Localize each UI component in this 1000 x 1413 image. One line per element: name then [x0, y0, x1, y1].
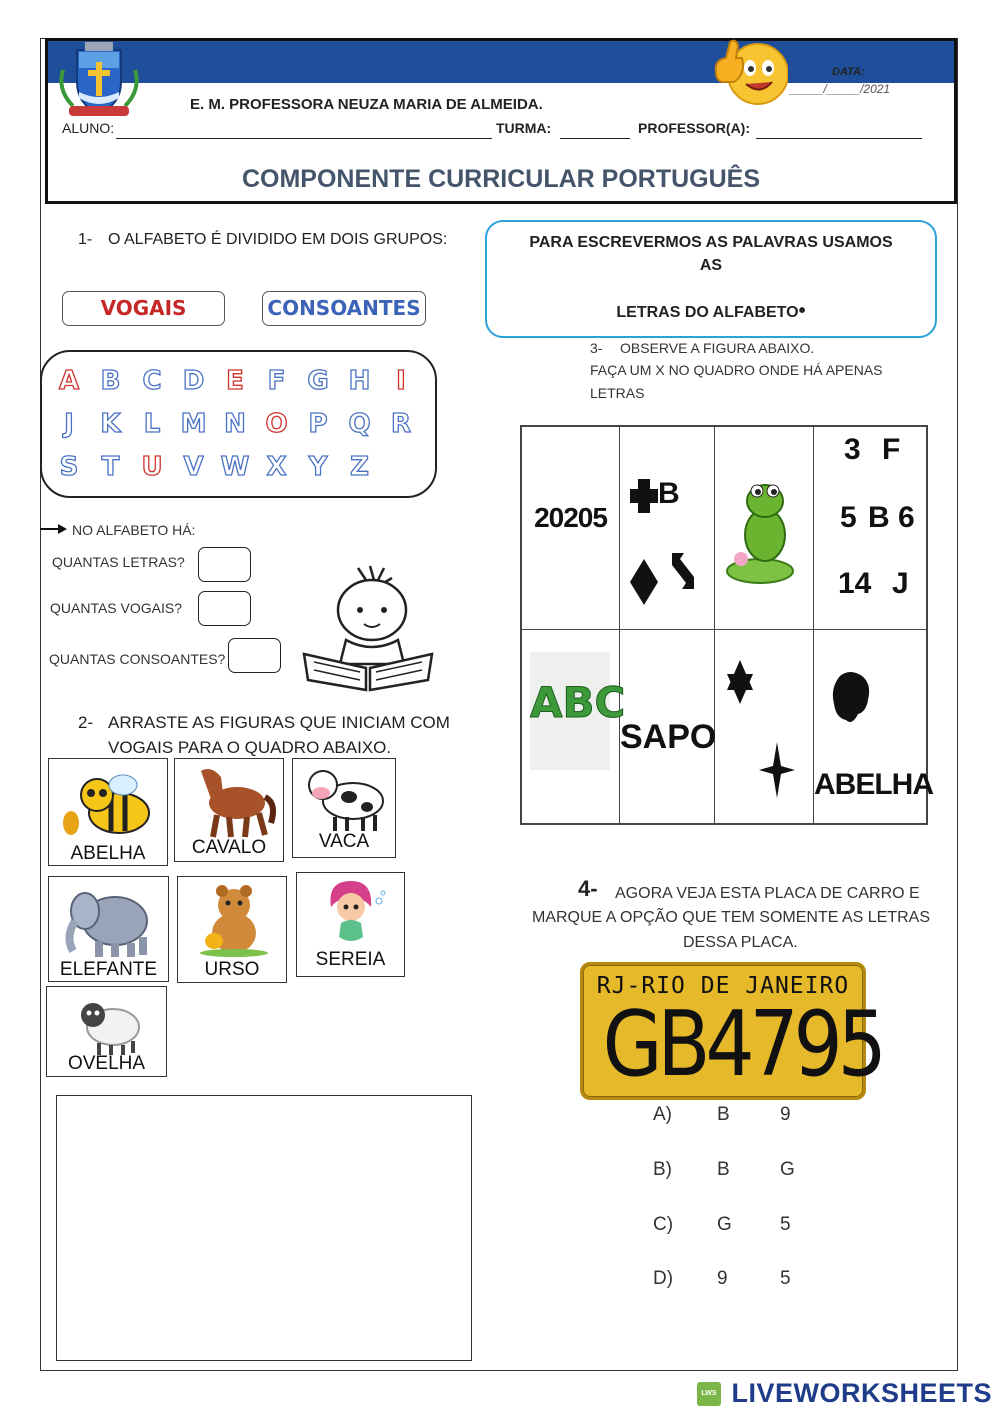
alphabet-letter: B	[100, 366, 121, 396]
option-value: B	[717, 1104, 730, 1125]
alphabet-letter: T	[101, 452, 120, 482]
star-of-david-icon	[727, 660, 753, 704]
alphabet-letter: Q	[348, 409, 371, 439]
q4-options	[650, 1104, 870, 1304]
q2-line-1: ARRASTE AS FIGURAS QUE INICIAM COM	[108, 713, 450, 732]
vowels-count-input[interactable]	[198, 591, 251, 626]
option-value: 9	[780, 1104, 791, 1125]
q1-number: 1-	[78, 231, 93, 248]
student-name-line[interactable]	[116, 138, 492, 139]
animal-label: VACA	[318, 831, 370, 852]
arrow-symbol-icon	[670, 551, 696, 591]
coat-of-arms-icon	[55, 40, 143, 120]
alphabet-letter: C	[142, 366, 162, 396]
alphabet-letter: D	[182, 366, 205, 396]
how-many-vowels-label: QUANTAS VOGAIS?	[50, 600, 182, 616]
option-value: 9	[717, 1268, 728, 1289]
alphabet-letter: E	[226, 366, 244, 396]
q1-text: O ALFABETO É DIVIDIDO EM DOIS GRUPOS:	[108, 231, 448, 248]
note-line-1: PARA ESCREVERMOS AS PALAVRAS USAMOS	[529, 234, 893, 251]
abc-picture-text: ABC	[530, 678, 626, 727]
license-plate	[580, 962, 882, 1100]
q3-line-3: LETRAS	[590, 385, 645, 401]
alphabet-letter: Z	[350, 452, 369, 482]
alphabet-letter: Y	[308, 452, 328, 482]
option-value: G	[780, 1159, 795, 1180]
q3-number: 3-	[590, 340, 603, 356]
horse-icon	[187, 763, 277, 839]
alphabet-letter: X	[266, 452, 287, 482]
letters-count-input[interactable]	[198, 547, 251, 582]
cell4-letter-j: J	[892, 567, 909, 600]
alphabet-letters	[52, 366, 422, 486]
four-point-star-icon	[759, 742, 795, 798]
q3-line-1: OBSERVE A FIGURA ABAIXO.	[620, 340, 815, 356]
plate-state: RJ-RIO DE JANEIRO	[596, 973, 850, 999]
how-many-letters-label: QUANTAS LETRAS?	[52, 554, 185, 570]
cell4-b6: B 6	[868, 501, 915, 534]
option-value: B	[717, 1159, 730, 1180]
alphabet-letter: G	[307, 366, 329, 396]
student-label: ALUNO:	[62, 120, 115, 136]
grid-cell-6[interactable]	[620, 630, 715, 825]
consonants-label: CONSOANTES	[262, 291, 426, 326]
note-bullet: •	[798, 300, 806, 322]
alphabet-letter: U	[141, 452, 163, 482]
ink-blot-icon	[832, 670, 872, 726]
grid-cell-2[interactable]	[620, 427, 715, 630]
animal-label: SEREIA	[315, 949, 386, 970]
cell-number-text: 20205	[534, 502, 607, 533]
q4-line-3: DESSA PLACA.	[683, 934, 798, 951]
class-line[interactable]	[560, 138, 630, 139]
grid-cell-8[interactable]	[814, 630, 933, 825]
animal-card-ovelha[interactable]	[46, 986, 167, 1077]
option-value: 5	[780, 1268, 791, 1289]
consonants-count-input[interactable]	[228, 638, 281, 673]
q2-number: 2-	[78, 713, 94, 732]
alphabet-letter: O	[265, 409, 288, 439]
option-key[interactable]: A)	[653, 1104, 672, 1125]
frog-icon	[725, 479, 795, 585]
animal-label: ELEFANTE	[59, 959, 158, 980]
plate-number: GB4795	[602, 992, 882, 1097]
alphabet-letter: W	[220, 452, 250, 482]
animal-card-cavalo[interactable]	[174, 758, 284, 862]
alphabet-letter: S	[59, 452, 79, 482]
note-line-2: AS	[699, 257, 723, 274]
note-line-3: LETRAS DO ALFABETO	[616, 304, 799, 321]
animal-card-vaca[interactable]	[292, 758, 396, 858]
q4-line-1: AGORA VEJA ESTA PLACA DE CARRO E	[615, 885, 920, 902]
diamond-icon	[630, 559, 658, 605]
animal-label: URSO	[204, 959, 260, 980]
animal-label: OVELHA	[67, 1053, 146, 1074]
thumbs-up-emoji-icon	[712, 34, 788, 108]
alphabet-letter: K	[100, 409, 121, 439]
option-key[interactable]: C)	[653, 1214, 674, 1235]
grid-cell-4[interactable]	[814, 427, 926, 630]
animal-label: ABELHA	[70, 843, 146, 864]
cell-word-sapo: SAPO	[620, 718, 717, 756]
alphabet-note	[485, 220, 937, 338]
teacher-label: PROFESSOR(A):	[638, 120, 750, 136]
q2-line-2: VOGAIS PARA O QUADRO ABAIXO.	[108, 738, 392, 757]
alphabet-letter: H	[348, 366, 371, 396]
alphabet-letter: N	[224, 409, 246, 439]
cross-symbol-icon	[630, 479, 658, 513]
animal-label: CAVALO	[191, 837, 267, 858]
q3-line-2: FAÇA UM X NO QUADRO ONDE HÁ APENAS	[590, 362, 883, 378]
cell4-num-14: 14	[838, 567, 872, 600]
how-many-consonants-label: QUANTAS CONSOANTES?	[49, 651, 226, 667]
school-name: E. M. PROFESSORA NEUZA MARIA DE ALMEIDA.	[190, 96, 543, 113]
alphabet-prompt: NO ALFABETO HÁ:	[72, 522, 196, 538]
cell-letter-b: B	[658, 477, 680, 510]
liveworksheets-logo-icon: LWS	[697, 1382, 721, 1406]
cow-icon	[301, 761, 389, 833]
class-label: TURMA:	[496, 120, 552, 136]
date-label: DATA:	[832, 66, 865, 78]
elephant-icon	[59, 881, 159, 957]
alphabet-letter: A	[58, 366, 80, 396]
teacher-line[interactable]	[756, 138, 922, 139]
option-key[interactable]: D)	[653, 1268, 674, 1289]
sheep-icon	[73, 991, 145, 1057]
animal-card-abelha[interactable]	[48, 758, 168, 866]
boy-reading-icon	[300, 560, 435, 694]
date-field[interactable]: _____/_____/2021	[790, 82, 891, 96]
alphabet-letter: P	[308, 409, 328, 439]
drop-zone[interactable]	[56, 1095, 472, 1361]
q4-number: 4-	[578, 876, 598, 901]
grid-cell-3[interactable]	[715, 427, 814, 630]
grid-cell-5[interactable]	[522, 630, 626, 825]
option-value: 5	[780, 1214, 791, 1235]
animal-card-sereia[interactable]	[296, 872, 405, 977]
alphabet-letter: F	[267, 366, 286, 396]
subject-title: COMPONENTE CURRICULAR PORTUGUÊS	[241, 165, 761, 193]
q3-grid	[520, 425, 933, 825]
bear-icon	[194, 881, 274, 957]
vowels-label: VOGAIS	[62, 291, 225, 326]
abc-picture	[530, 652, 626, 770]
grid-cell-7[interactable]	[715, 630, 814, 825]
alphabet-letter: L	[143, 409, 161, 439]
alphabet-letter: R	[390, 409, 412, 439]
animal-card-elefante[interactable]	[48, 876, 169, 982]
alphabet-letter: V	[183, 452, 204, 482]
grid-cell-1[interactable]	[522, 427, 620, 630]
arrow-right-icon	[40, 522, 70, 536]
cell4-letter-f: F	[882, 433, 901, 466]
cell4-num-3: 3	[844, 433, 861, 466]
alphabet-letter: J	[64, 409, 74, 439]
option-value: G	[717, 1214, 732, 1235]
cell4-num-5: 5	[840, 501, 857, 534]
bee-icon	[61, 765, 157, 843]
alphabet-letter: I	[396, 366, 406, 396]
animal-card-urso[interactable]	[177, 876, 287, 983]
alphabet-letter: M	[180, 409, 207, 439]
cell-word-abelha: ABELHA	[814, 768, 933, 801]
student-info-row	[62, 120, 922, 140]
option-key[interactable]: B)	[653, 1159, 672, 1180]
mermaid-icon	[311, 877, 391, 953]
footer-brand: LIVEWORKSHEETS	[731, 1378, 992, 1408]
q4-line-2: MARQUE A OPÇÃO QUE TEM SOMENTE AS LETRAS	[532, 909, 931, 926]
